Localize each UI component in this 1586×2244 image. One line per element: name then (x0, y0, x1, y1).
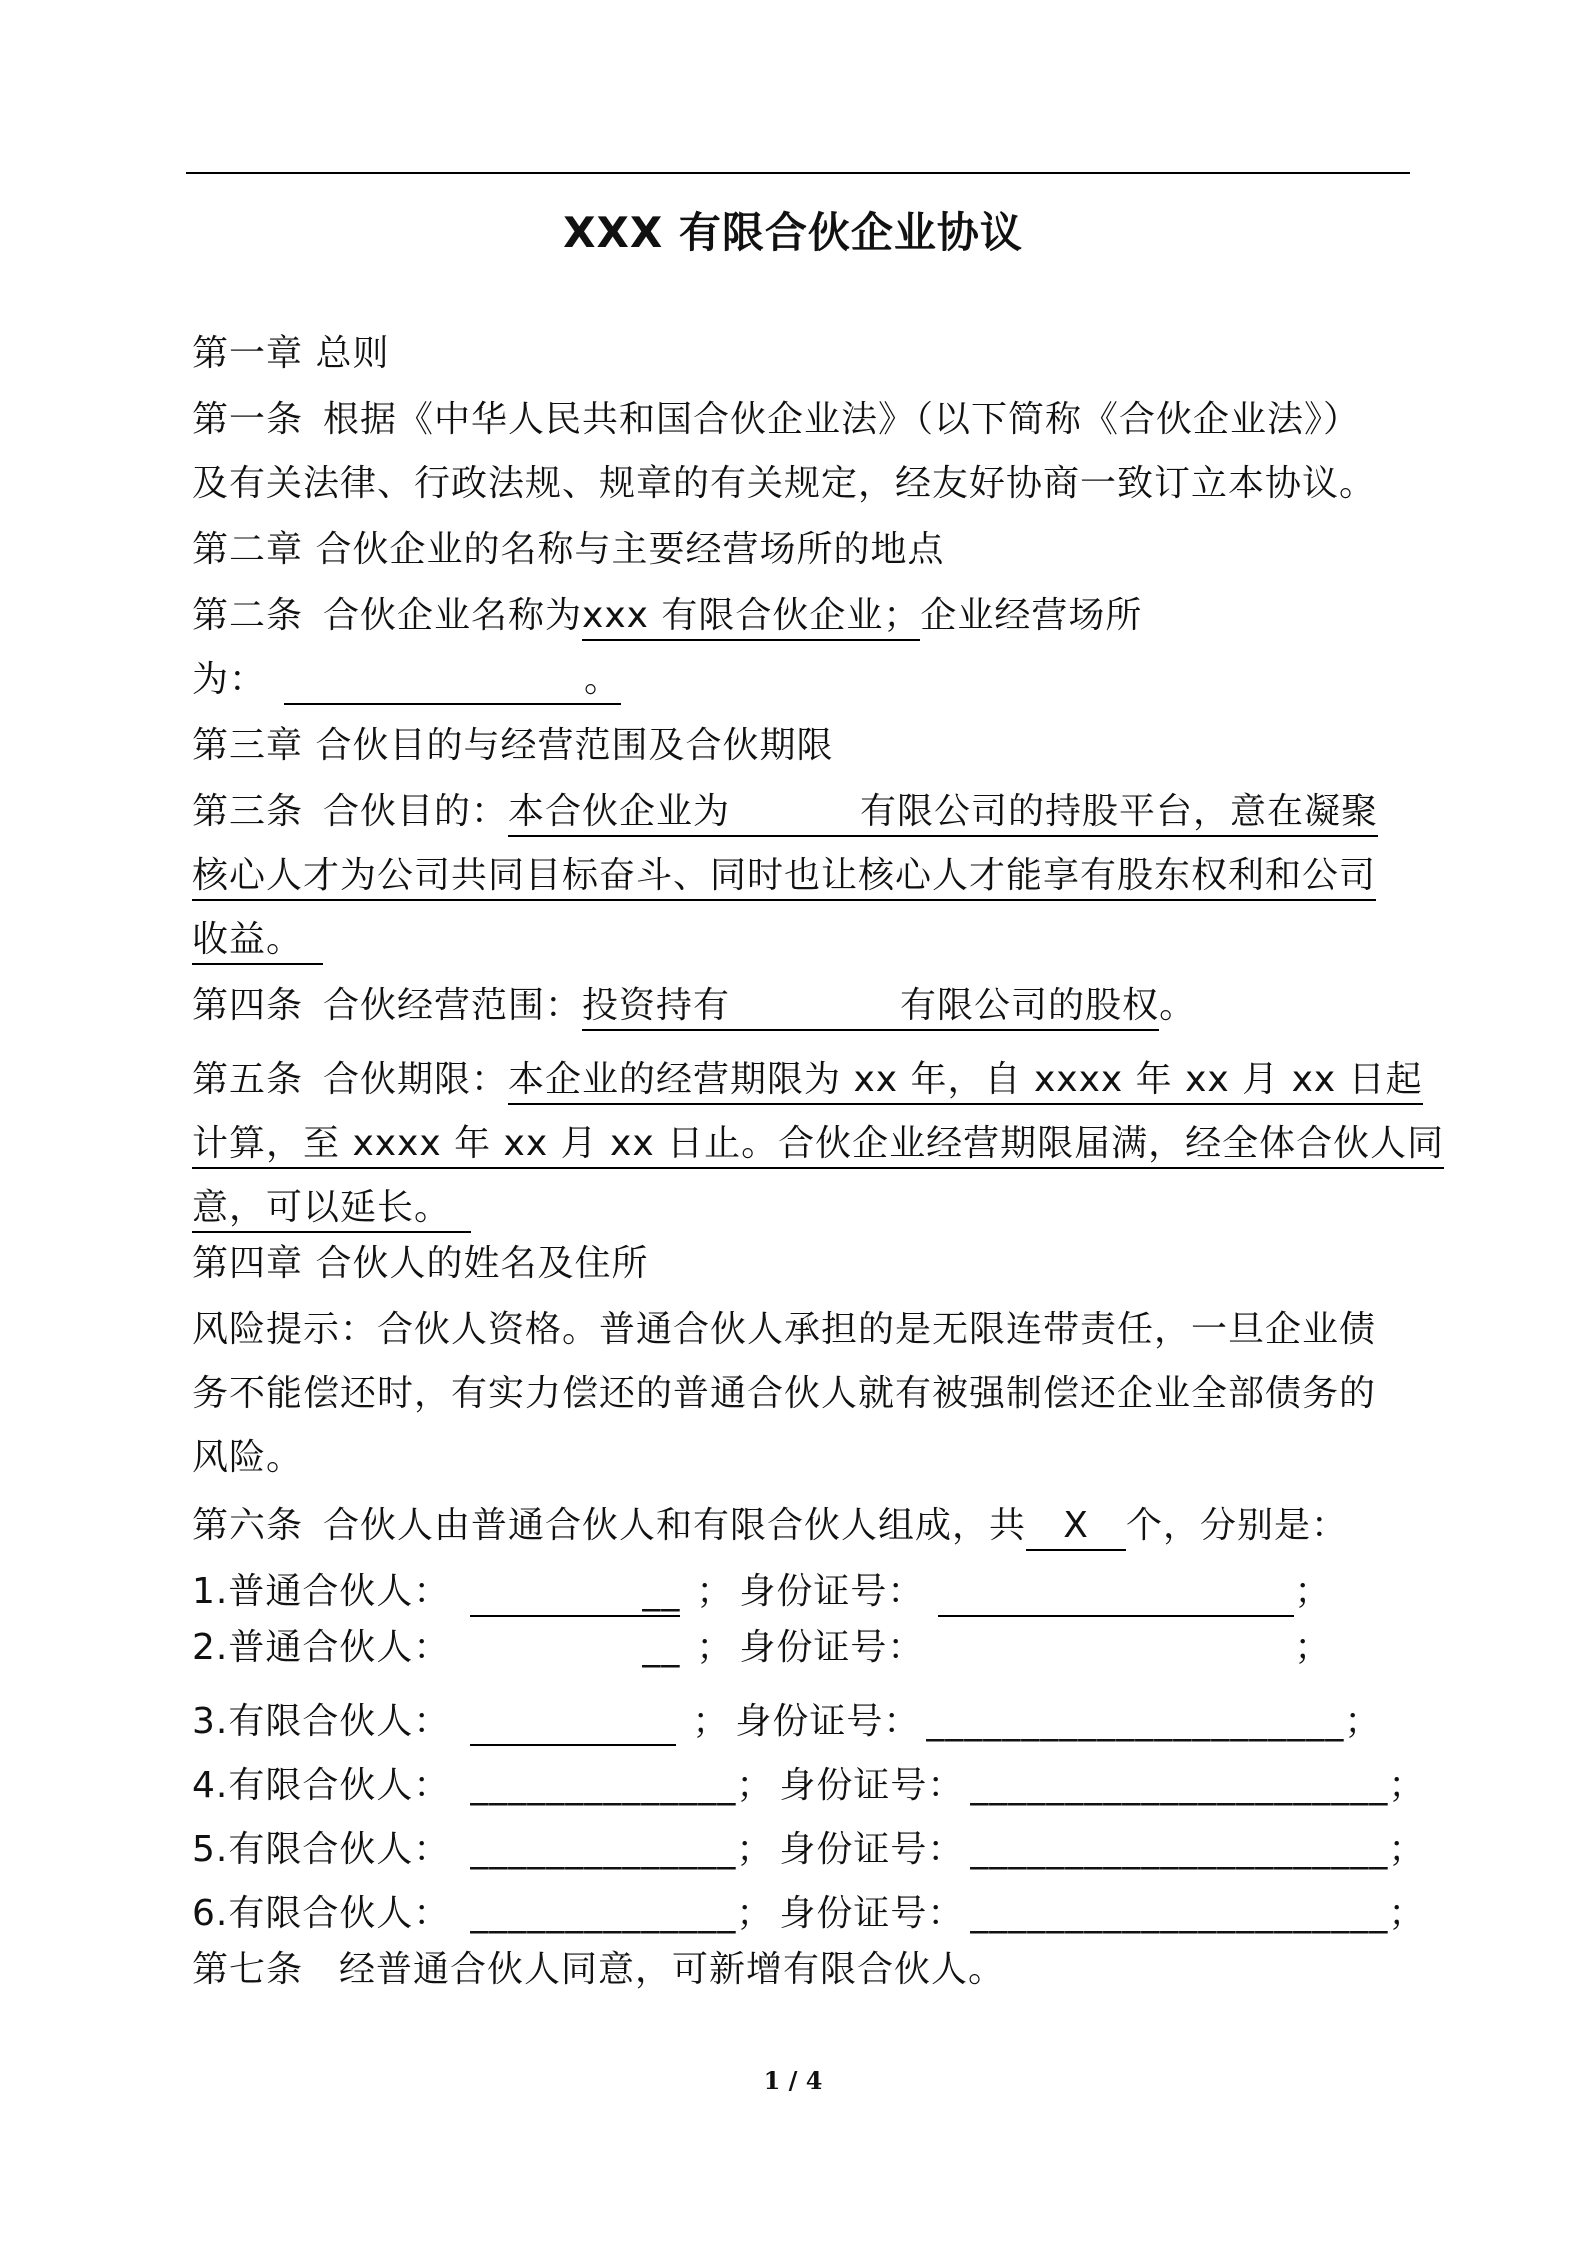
partner-5-id-field[interactable]: ______________________ (970, 1829, 1389, 1870)
partner-4-id-label: 身份证号： (779, 1765, 965, 1806)
risk-notice-line-3: 风险。 (192, 1437, 304, 1478)
enterprise-name-field[interactable]: xxx 有限合伙企业； (582, 593, 920, 641)
article-1-text-1: 根据《中华人民共和国合伙企业法》（以下简称《合伙企业法》） (323, 399, 1361, 440)
partner-4-sep: ； (736, 1765, 774, 1806)
partner-6-id-label: 身份证号： (779, 1893, 965, 1934)
address-field[interactable] (284, 657, 621, 705)
article-6-line (192, 1502, 1348, 1551)
partner-row-6 (192, 1890, 1425, 1938)
chapter-3-heading: 第三章 合伙目的与经营范围及合伙期限 (192, 725, 834, 766)
partner-count-field[interactable]: X (1026, 1503, 1126, 1551)
article-3-prefix: 合伙目的： (323, 791, 509, 832)
scope-text-b: 有限公司的股权 (900, 985, 1160, 1026)
term-field-line-1[interactable]: 本企业的经营期限为 xx 年，自 xxxx 年 xx 月 xx 日起 (508, 1057, 1423, 1105)
article-6-suffix: 个，分别是： (1126, 1505, 1349, 1546)
article-3-line-2 (192, 852, 1376, 901)
article-5-label: 第五条 (192, 1059, 304, 1100)
article-5-line-2 (192, 1120, 1444, 1169)
partner-5-end: ； (1388, 1829, 1426, 1870)
article-6-label: 第六条 (192, 1505, 304, 1546)
purpose-text-b: 有限公司的持股平台，意在凝聚 (860, 791, 1379, 832)
partner-1-sep: ； (696, 1571, 734, 1612)
term-field-line-3: 意，可以延长。 (192, 1185, 471, 1233)
purpose-text-a: 本合伙企业为 (508, 791, 731, 832)
partner-6-id-field[interactable]: ______________________ (970, 1893, 1389, 1934)
article-5-prefix: 合伙期限： (323, 1059, 509, 1100)
partner-1-id-field[interactable] (938, 1575, 1294, 1617)
term-field-line-2: 计算，至 xxxx 年 xx 月 xx 日止。合伙企业经营期限届满，经全体合伙人同 (192, 1121, 1444, 1169)
chapter-4-heading: 第四章 合伙人的姓名及住所 (192, 1243, 649, 1284)
partner-5-label: 5.有限合伙人： (192, 1829, 451, 1870)
article-1-label: 第一条 (192, 399, 304, 440)
document-title: XXX 有限合伙企业协议 (563, 208, 1023, 257)
risk-notice-line-1: 风险提示：合伙人资格。普通合伙人承担的是无限连带责任，一旦企业债 (192, 1309, 1377, 1350)
partner-row-1 (192, 1568, 1331, 1617)
article-7-label: 第七条 (192, 1949, 304, 1990)
partner-2-name-field[interactable]: __ (642, 1627, 681, 1668)
partner-6-end: ； (1388, 1893, 1426, 1934)
partner-row-4 (192, 1762, 1425, 1810)
partner-2-sep: ； (696, 1627, 734, 1668)
partner-3-id-field[interactable]: ______________________ (926, 1701, 1345, 1742)
partner-1-id-label: 身份证号： (739, 1571, 925, 1612)
partner-3-label: 3.有限合伙人： (192, 1701, 451, 1742)
partner-6-sep: ； (736, 1893, 774, 1934)
article-6-prefix: 合伙人由普通合伙人和有限合伙人组成，共 (323, 1505, 1027, 1546)
partner-1-name-field[interactable]: __ (470, 1569, 680, 1617)
partner-6-label: 6.有限合伙人： (192, 1893, 451, 1934)
partner-1-label: 1.普通合伙人： (192, 1571, 451, 1612)
article-2-prefix: 合伙企业名称为 (323, 595, 583, 636)
article-3-label: 第三条 (192, 791, 304, 832)
partner-3-name-field[interactable] (470, 1704, 676, 1746)
partner-5-name-field[interactable]: ______________ (470, 1829, 737, 1870)
article-3-line-1 (192, 788, 1378, 837)
partner-6-name-field[interactable]: ______________ (470, 1893, 737, 1934)
article-5-line-3 (192, 1184, 471, 1233)
article-7-line (192, 1946, 1005, 1994)
partner-2-end: ； (1294, 1627, 1332, 1668)
chapter-2-heading: 第二章 合伙企业的名称与主要经营场所的地点 (192, 529, 945, 570)
article-5-line-1 (192, 1056, 1423, 1105)
article-2-label: 第二条 (192, 595, 304, 636)
partner-row-5 (192, 1826, 1425, 1874)
scope-text-a: 投资持有 (582, 985, 731, 1026)
partner-4-end: ； (1388, 1765, 1426, 1806)
partner-1-end: ； (1294, 1571, 1332, 1612)
chapter-1-heading: 第一章 总则 (192, 333, 390, 374)
partner-5-sep: ； (736, 1829, 774, 1870)
scope-field[interactable] (582, 983, 1159, 1031)
partner-3-sep: ； (692, 1701, 730, 1742)
article-3-line-3 (192, 916, 323, 965)
partner-4-id-field[interactable]: ______________________ (970, 1765, 1389, 1806)
article-4-line (192, 982, 1196, 1031)
article-2-line-2 (192, 656, 621, 705)
article-2-line-1 (192, 592, 1142, 641)
purpose-field-line-3: 收益。 (192, 917, 323, 965)
address-end-mark: 。 (584, 659, 622, 700)
partner-3-id-label: 身份证号： (735, 1701, 921, 1742)
article-1-line-2: 及有关法律、行政法规、规章的有关规定，经友好协商一致订立本协议。 (192, 463, 1377, 504)
partner-5-id-label: 身份证号： (779, 1829, 965, 1870)
scope-end-mark: 。 (1159, 985, 1197, 1026)
article-1-line-1 (192, 396, 1360, 444)
page-number: 1 / 4 (763, 2066, 823, 2095)
article-4-label: 第四条 (192, 985, 304, 1026)
partner-3-end: ； (1344, 1701, 1382, 1742)
partner-2-label: 2.普通合伙人： (192, 1627, 451, 1668)
address-label: 为： (192, 659, 267, 700)
partner-row-3 (192, 1698, 1381, 1746)
partner-2-id-label: 身份证号： (739, 1627, 925, 1668)
risk-notice-line-2: 务不能偿还时，有实力偿还的普通合伙人就有被强制偿还企业全部债务的 (192, 1373, 1377, 1414)
header-rule (186, 172, 1410, 174)
article-4-prefix: 合伙经营范围： (323, 985, 583, 1026)
purpose-field-line-1[interactable] (508, 789, 1378, 837)
partner-4-label: 4.有限合伙人： (192, 1765, 451, 1806)
article-7-text: 经普通合伙人同意，可新增有限合伙人。 (339, 1949, 1006, 1990)
article-2-suffix: 企业经营场所 (920, 595, 1143, 636)
purpose-field-line-2: 核心人才为公司共同目标奋斗、同时也让核心人才能享有股东权利和公司 (192, 853, 1376, 901)
partner-row-2 (192, 1624, 1331, 1672)
partner-4-name-field[interactable]: ______________ (470, 1765, 737, 1806)
